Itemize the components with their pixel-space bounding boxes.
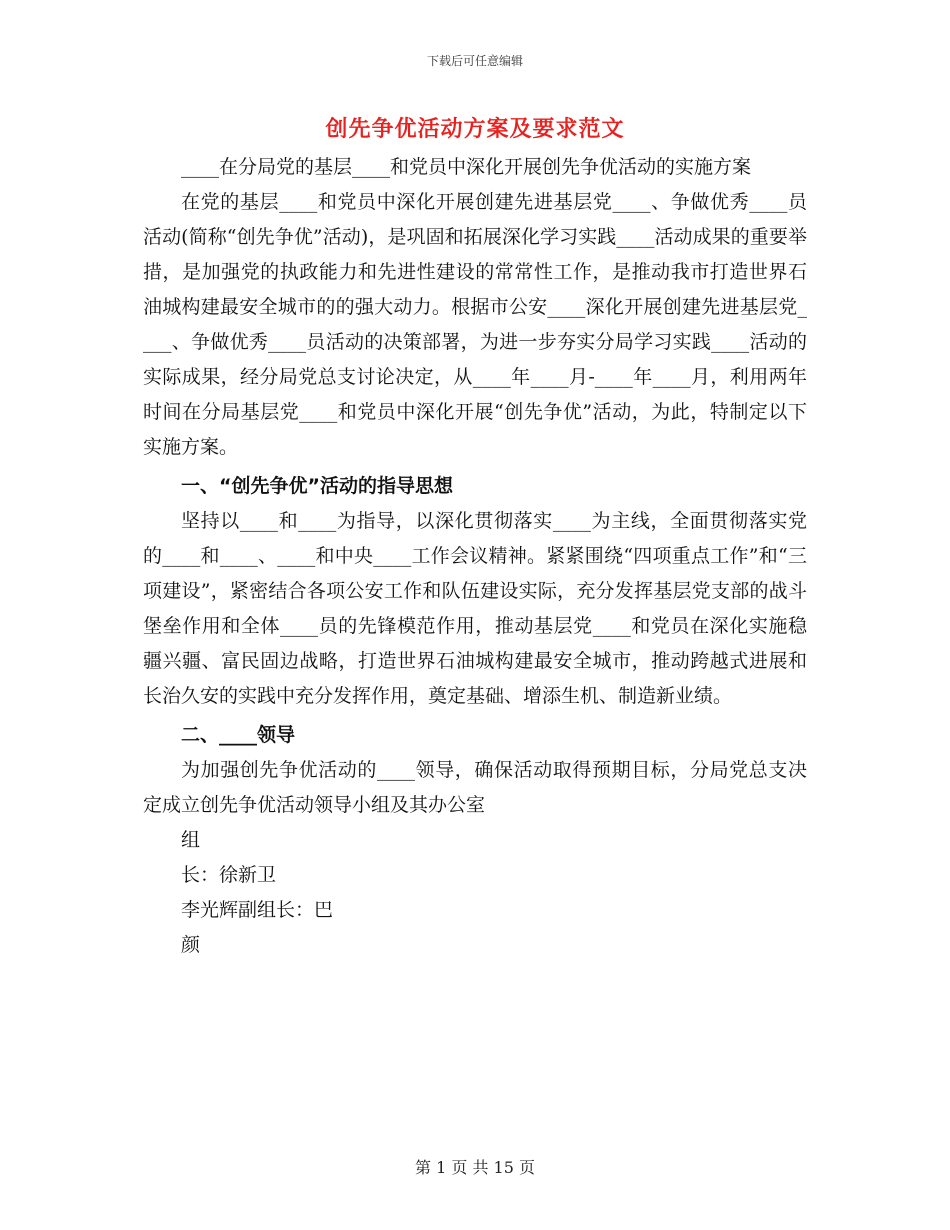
leader-line-2: 长：徐新卫 <box>181 864 277 886</box>
intro-paragraph: ____在分局党的基层____和党员中深化开展创先争优活动的实施方案 <box>181 156 752 178</box>
paragraph-1: 在党的基层____和党员中深化开展创建先进基层党____、争做优秀____员活动(简称“创先争优”活动)，是巩固和拓展深化学习实践____活动成果的重要举措，是加强党的执政能力和先进性建设的常常性工作，是推动我市打造世界石油城构建最安全城市的的强大动力。根据市公安____深化开展创建先进基层党____、争做优秀____员活动的决策部署，为进一步夯实分局学习实践____活动的实际成果，经分局党总支讨论决定，从____年____月-____年____月，利用两年时间在分局基层党____和党员中深化开展“创先争优”活动，为此，特制定以下实施方案。 <box>143 191 807 458</box>
section-heading-1: 一、“创先争优”活动的指导思想 <box>181 475 453 497</box>
document-body <box>143 150 807 963</box>
header-note: 下载后可任意编辑 <box>426 54 523 68</box>
document-title: 创先争优活动方案及要求范文 <box>325 116 625 142</box>
leader-line-1: 组 <box>181 829 201 851</box>
section-heading-2: 二、____领导 <box>181 724 296 746</box>
page-footer: 第 1 页 共 15 页 <box>415 1158 535 1177</box>
leader-line-3: 李光辉副组长：巴 <box>181 899 334 921</box>
leader-line-4: 颜 <box>181 934 201 956</box>
paragraph-3: 为加强创先争优活动的____领导，确保活动取得预期目标，分局党总支决定成立创先争优活动领导小组及其办公室 <box>143 759 807 816</box>
paragraph-2: 坚持以____和____为指导，以深化贯彻落实____为主线，全面贯彻落实党的____和____、____和中央____工作会议精神。紧紧围绕“四项重点工作”和“三项建设”，紧密结合各项公安工作和队伍建设实际，充分发挥基层党支部的战斗堡垒作用和全体____员的先锋模范作用，推动基层党____和党员在深化实施稳疆兴疆、富民固边战略，打造世界石油城构建最安全城市，推动跨越式进展和长治久安的实践中充分发挥作用，奠定基础、增添生机、制造新业绩。 <box>143 510 807 707</box>
